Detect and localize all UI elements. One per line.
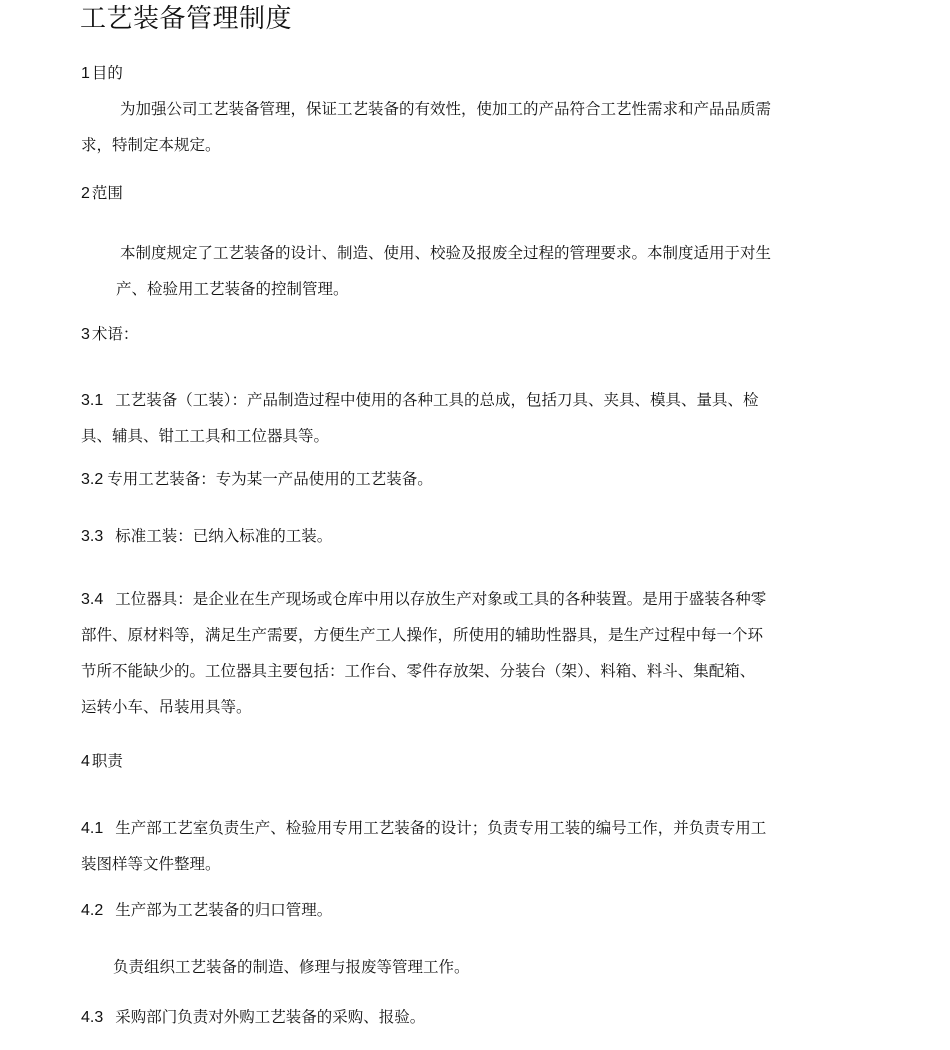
subsection-4-2-detail [113,949,470,985]
paragraph-line: 部件、原材料等，满足生产需要，方便生产工人操作，所使用的辅助性器具，是生产过程中每一个环 [81,626,764,644]
section-3-heading [81,323,138,346]
paragraph-line: 专用工艺装备：专为某一产品使用的工艺装备。 [107,470,433,488]
subsection-3-2 [81,461,433,497]
subsection-number: 4.2 [81,902,104,919]
paragraph-line: 生产部为工艺装备的归口管理。 [115,901,333,919]
subsection-number: 3.2 [81,471,104,488]
paragraph-line: 生产部工艺室负责生产、检验用专用工艺装备的设计；负责专用工装的编号工作，并负责专用工 [115,819,767,837]
paragraph-line: 标准工装：已纳入标准的工装。 [115,527,333,545]
paragraph-line: 求，特制定本规定。 [81,136,221,154]
subsection-number: 3.1 [81,392,104,409]
document-title: 工艺装备管理制度 [80,4,293,34]
subsection-4-2 [81,892,332,928]
subsection-number: 3.3 [81,528,104,545]
paragraph-line: 具、辅具、钳工工具和工位器具等。 [81,427,330,445]
section-number: 2 [81,185,90,202]
paragraph-line: 采购部门负责对外购工艺装备的采购、报验。 [115,1008,426,1026]
paragraph-line: 本制度规定了工艺装备的设计、制造、使用、校验及报废全过程的管理要求。本制度适用于对生 [120,244,772,262]
paragraph-line: 装图样等文件整理。 [81,855,221,873]
paragraph-line: 产、检验用工艺装备的控制管理。 [116,280,349,298]
paragraph-line: 节所不能缺少的。工位器具主要包括：工作台、零件存放架、分装台（架）、料箱、料斗、集配箱、 [81,662,756,680]
subsection-3-1 [81,382,759,454]
subsection-number: 4.3 [81,1009,104,1026]
subsection-3-4 [81,581,766,725]
paragraph-line: 运转小车、吊装用具等。 [81,698,252,716]
subsection-number: 3.4 [81,591,104,608]
section-title: 范围 [91,184,123,202]
paragraph-line: 为加强公司工艺装备管理，保证工艺装备的有效性，使加工的产品符合工艺性需求和产品品质需 [120,100,772,118]
section-number: 4 [81,753,90,770]
section-4-heading [81,750,123,773]
section-number: 1 [81,65,90,82]
paragraph-line: 工位器具：是企业在生产现场或仓库中用以存放生产对象或工具的各种装置。是用于盛装各种零 [115,590,767,608]
section-title: 术语： [91,325,139,343]
section-number: 3 [81,326,90,343]
paragraph-line: 工艺装备（工装）：产品制造过程中使用的各种工具的总成，包括刀具、夹具、模具、量具、检 [115,391,759,409]
subsection-number: 4.1 [81,820,104,837]
paragraph-line: 负责组织工艺装备的制造、修理与报废等管理工作。 [113,958,470,976]
section-1-heading [81,62,123,85]
section-title: 目的 [91,64,123,82]
subsection-3-3 [81,518,332,554]
subsection-4-3 [81,999,425,1035]
section-1-paragraph [81,91,771,163]
section-2-heading [81,182,123,205]
subsection-4-1 [81,810,766,882]
section-title: 职责 [91,752,123,770]
section-2-paragraph [81,235,771,307]
